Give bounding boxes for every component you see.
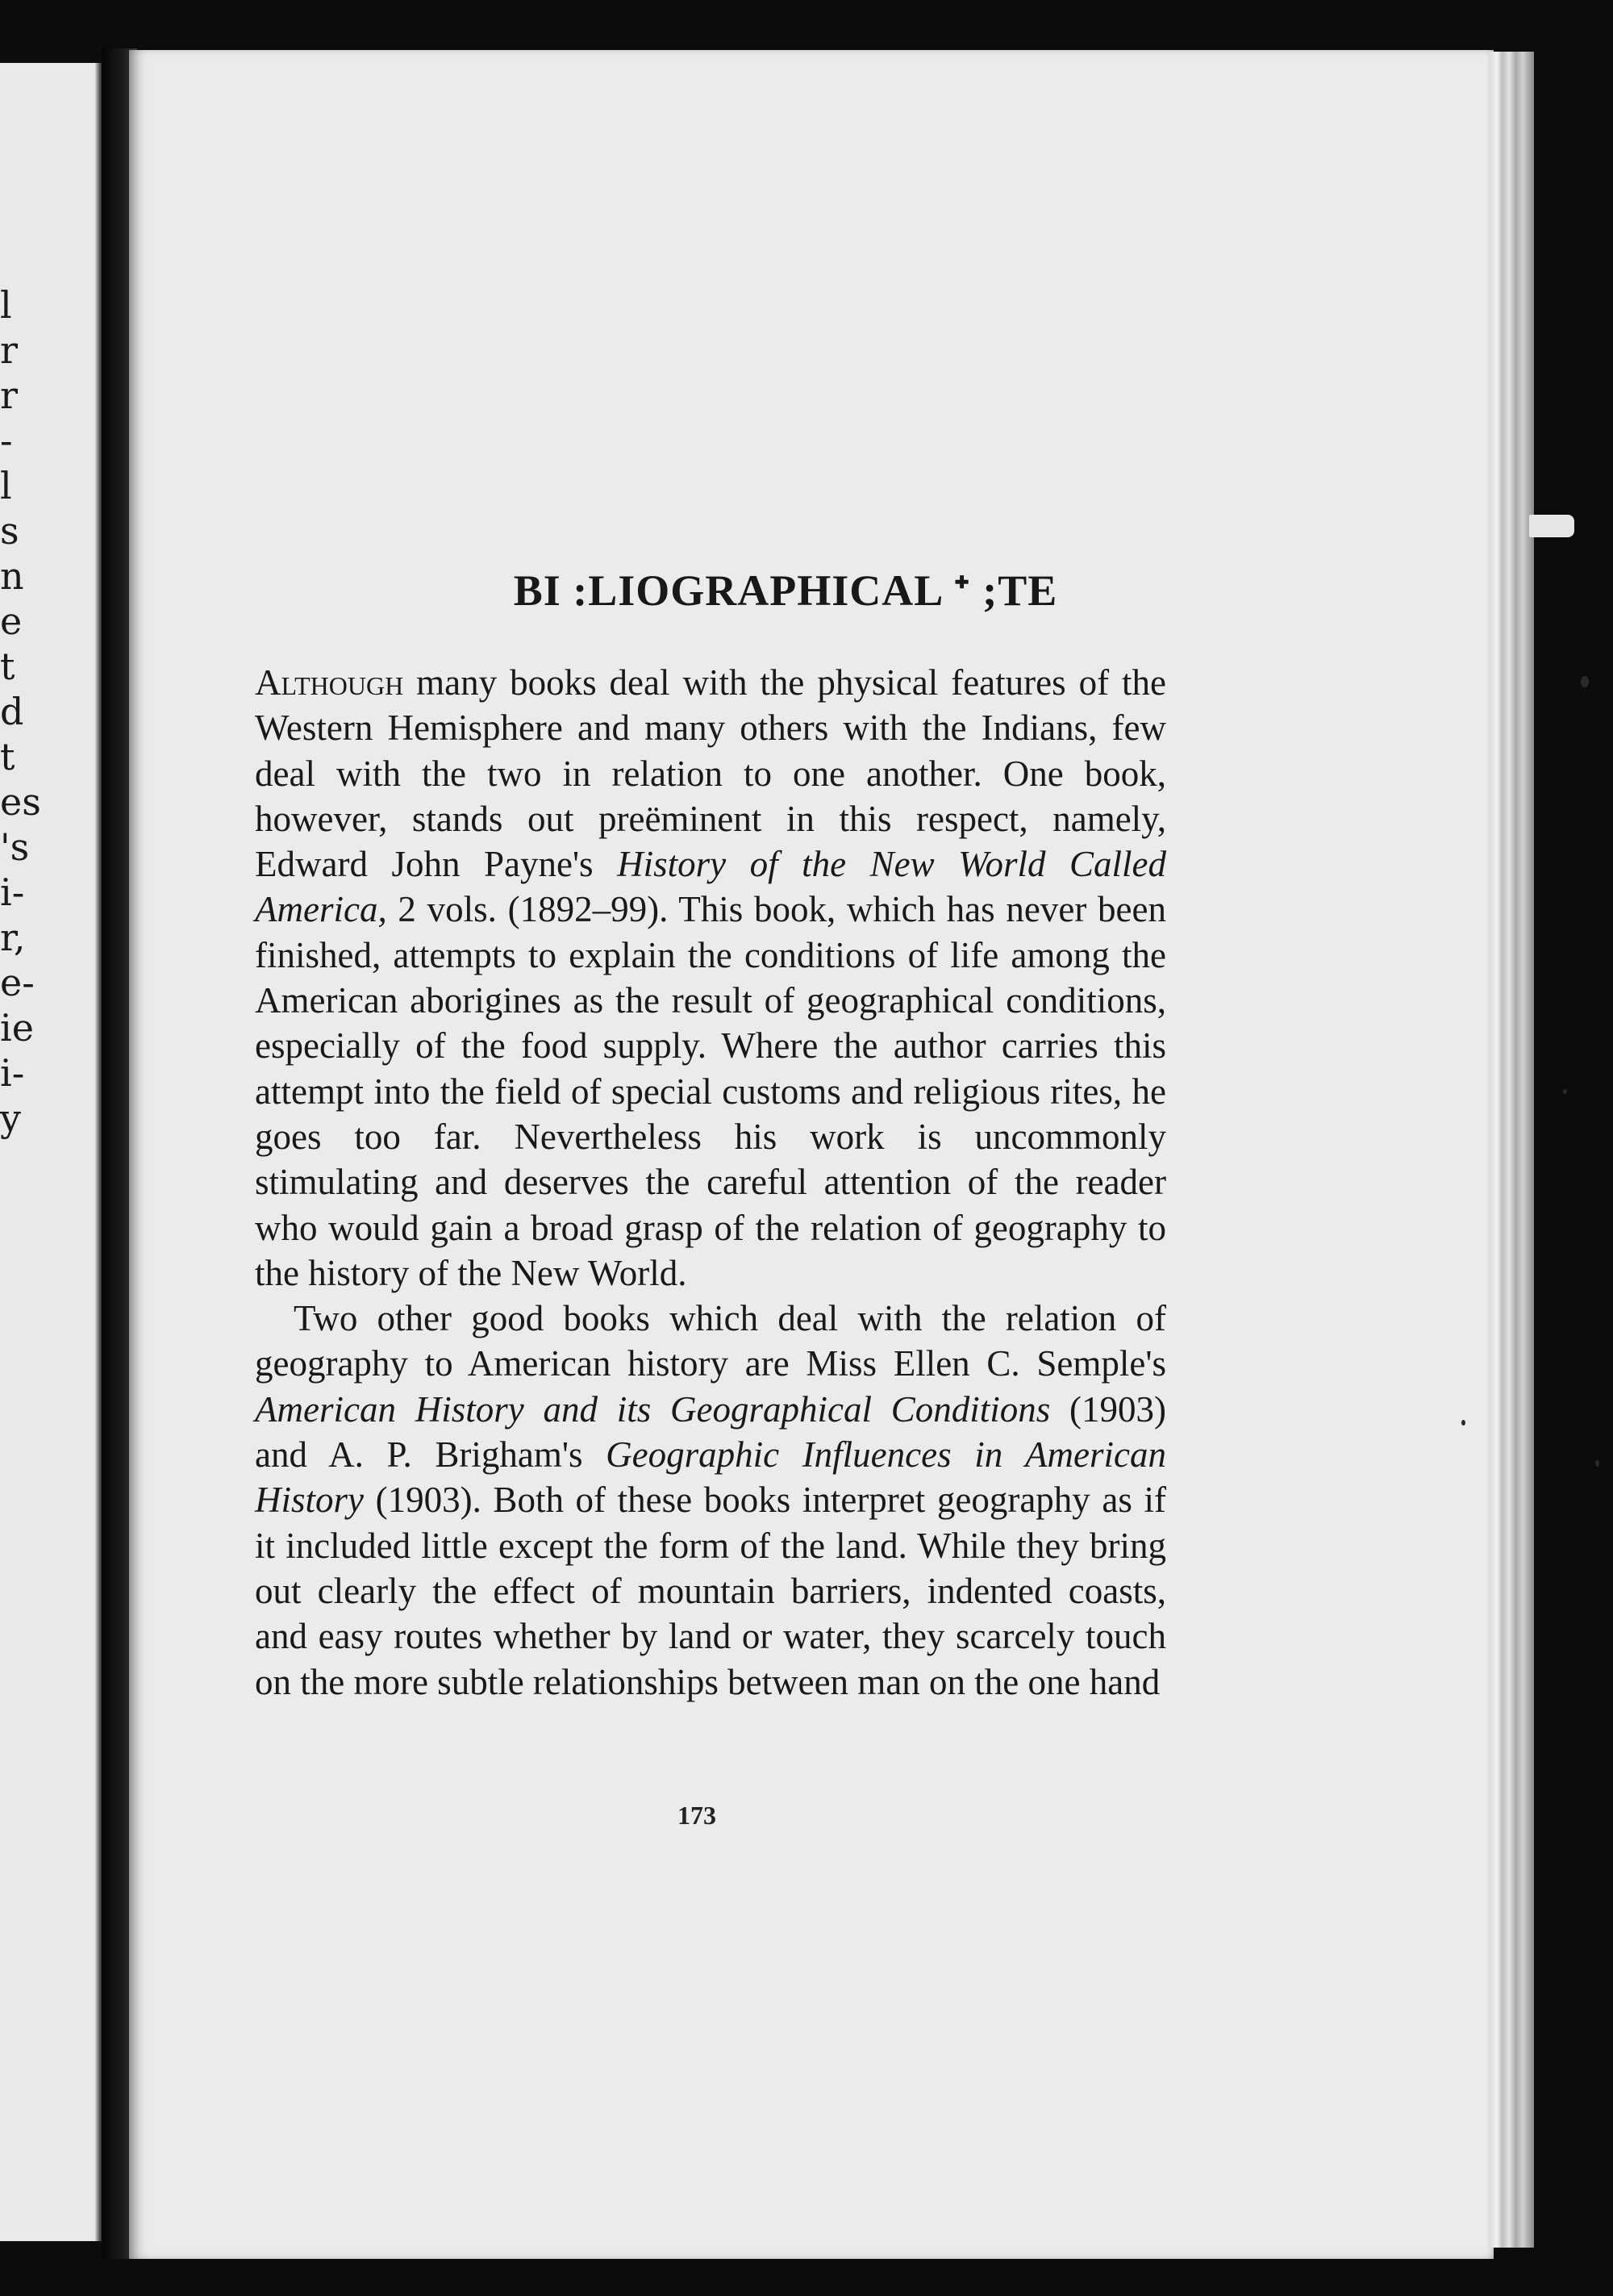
page-number: 173 [677, 1801, 716, 1830]
body-text [255, 660, 1166, 1705]
page-edges-right [1489, 52, 1534, 2248]
previous-page-fragment: e- [0, 961, 35, 1004]
book-title-payne: History of the New World Called America, [255, 844, 1166, 930]
previous-page-text-fragments [0, 282, 41, 1141]
scan-speck [1581, 676, 1589, 687]
paragraph-2 [255, 1296, 1166, 1705]
previous-page-fragment: t [0, 735, 15, 779]
previous-page-fragment: i- [0, 870, 25, 914]
lead-word: Although [255, 662, 404, 703]
page-tab-right [1529, 515, 1574, 537]
paragraph-2-text-c: (1903). Both of these books interpret geography as if it included little except the form of the land. While they bring out clearly the effect of mountain barriers, indented coasts, and easy routes whether by land or water, they scarcely touch on the more subtle relationships between man on the one hand [255, 1480, 1166, 1702]
previous-page-fragment: es [0, 780, 41, 824]
previous-page-edge [0, 63, 113, 2241]
previous-page-fragment: t [0, 645, 15, 688]
paragraph-1-text-b: 2 vols. (1892–99). This book, which has never been finished, attempts to explain the conditions of life among the American aborigines as the result of geographical conditions, especially of the food supply. Where the author carries this attempt into the field of special customs and religious rites, he goes too far. Nevertheless his work is uncommonly stimulating and deserves the careful attention of the reader who would gain a broad grasp of the relation of geography to the history of the New World. [255, 889, 1166, 1293]
previous-page-binding-edge [95, 63, 102, 2241]
previous-page-fragment: i- [0, 1051, 25, 1095]
previous-page-fragment: r [0, 328, 18, 372]
scan-speck [1563, 1089, 1567, 1094]
previous-page-fragment: e [0, 599, 23, 643]
previous-page-fragment: d [0, 690, 24, 733]
paragraph-2-text-a: Two other good books which deal with the relation of geography to American history are Miss Ellen C. Semple's [255, 1298, 1166, 1384]
scan-speck [1461, 1420, 1465, 1426]
book-title-semple: American History and its Geographical Conditions [255, 1388, 1051, 1430]
previous-page-fragment: r, [0, 916, 26, 959]
previous-page-fragment: - [0, 419, 13, 462]
previous-page-fragment: r [0, 374, 18, 417]
previous-page-fragment: l [0, 283, 12, 327]
scan-speck [1595, 1460, 1599, 1467]
book-title-brigham: Geographic Influences in American History [255, 1434, 1166, 1521]
paragraph-2-text-b: (1903) and A. P. Brigham's [255, 1388, 1166, 1476]
previous-page-fragment: 's [0, 825, 30, 869]
paragraph-1-text-a: many books deal with the physical features of the Western Hemisphere and many others with the Indians, few deal with the two in relation to one another. One book, however, stands out preëminent in this respect, namely, Edward John Payne's [255, 662, 1166, 885]
previous-page-fragment: ie [0, 1006, 34, 1050]
previous-page-fragment: y [0, 1096, 21, 1140]
previous-page-fragment: l [0, 464, 12, 507]
page-heading: BI :LIOGRAPHICAL ᐩ ;TE [513, 566, 1058, 615]
previous-page-fragment: n [0, 554, 24, 598]
previous-page-fragment: s [0, 509, 19, 553]
paragraph-1 [255, 660, 1166, 1296]
